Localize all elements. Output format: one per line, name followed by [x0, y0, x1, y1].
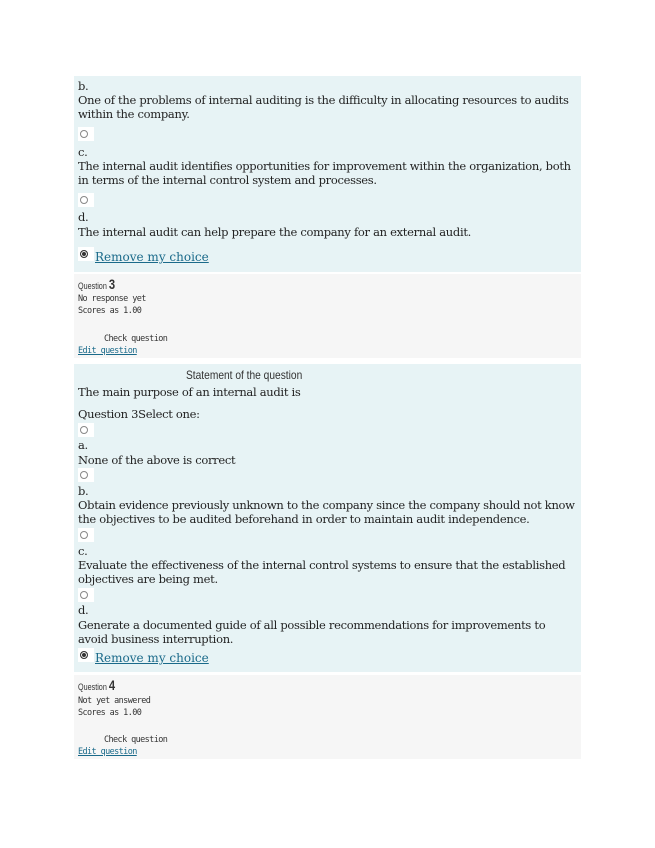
q3-info-panel	[74, 274, 581, 358]
q3-option-b-text[interactable]: Obtain evidence previously unknown to the company since the company should not know the objectives to be audited beforehand in order to maintain audit independence.	[78, 498, 575, 526]
q4-check-question-link[interactable]: Check question	[104, 735, 168, 745]
q3-score: Scores as 1.00	[78, 306, 142, 316]
q2-option-b-text[interactable]: One of the problems of internal auditing is the difficulty in allocating resources to audits within the company.	[78, 93, 569, 121]
q2-option-d-text[interactable]: The internal audit can help prepare the company for an external audit.	[78, 225, 472, 239]
q3-selected-radio[interactable]	[78, 648, 94, 662]
q4-info-panel	[74, 675, 581, 759]
q3-statement-heading: Statement of the question	[186, 368, 303, 382]
q3-option-a-text[interactable]: None of the above is correct	[78, 453, 236, 467]
q2-selected-radio[interactable]	[78, 247, 94, 261]
q3-label: Question 3	[78, 276, 116, 292]
q2-option-b-letter: b.	[78, 79, 89, 93]
q2-option-d-letter: d.	[78, 210, 89, 224]
q3-option-d-radio[interactable]	[78, 588, 94, 602]
q3-option-d-text[interactable]: Generate a documented guide of all possible recommendations for improvements to avoid business interruption.	[78, 618, 546, 646]
q4-label: Question 4	[78, 677, 116, 693]
q4-status: Not yet answered	[78, 696, 151, 706]
q3-option-b-letter: b.	[78, 484, 89, 498]
q3-option-c-letter: c.	[78, 544, 88, 558]
q3-option-d-letter: d.	[78, 603, 89, 617]
q3-question-text: The main purpose of an internal audit is	[78, 385, 301, 399]
q2-option-c-radio[interactable]	[78, 127, 94, 141]
q3-option-b-radio[interactable]	[78, 468, 94, 482]
q2-option-d-radio[interactable]	[78, 193, 94, 207]
q3-edit-question-link[interactable]: Edit question	[78, 346, 137, 356]
q4-score: Scores as 1.00	[78, 708, 142, 718]
q3-remove-choice-link[interactable]: Remove my choice	[95, 651, 209, 665]
q2-option-c-text[interactable]: The internal audit identifies opportunities for improvement within the organization, both in terms of the internal control system and processes.	[78, 159, 571, 187]
q3-option-a-radio[interactable]	[78, 423, 94, 437]
q3-option-c-text[interactable]: Evaluate the effectiveness of the internal control systems to ensure that the established objectives are being met.	[78, 558, 566, 586]
q3-select-prompt: Question 3Select one:	[78, 407, 200, 421]
q3-check-question-link[interactable]: Check question	[104, 334, 168, 344]
q3-option-a-letter: a.	[78, 438, 88, 452]
q2-option-c-letter: c.	[78, 145, 88, 159]
q2-remove-choice-link[interactable]: Remove my choice	[95, 250, 209, 264]
q4-edit-question-link[interactable]: Edit question	[78, 747, 137, 757]
q3-option-c-radio[interactable]	[78, 528, 94, 542]
q3-status: No response yet	[78, 294, 146, 304]
